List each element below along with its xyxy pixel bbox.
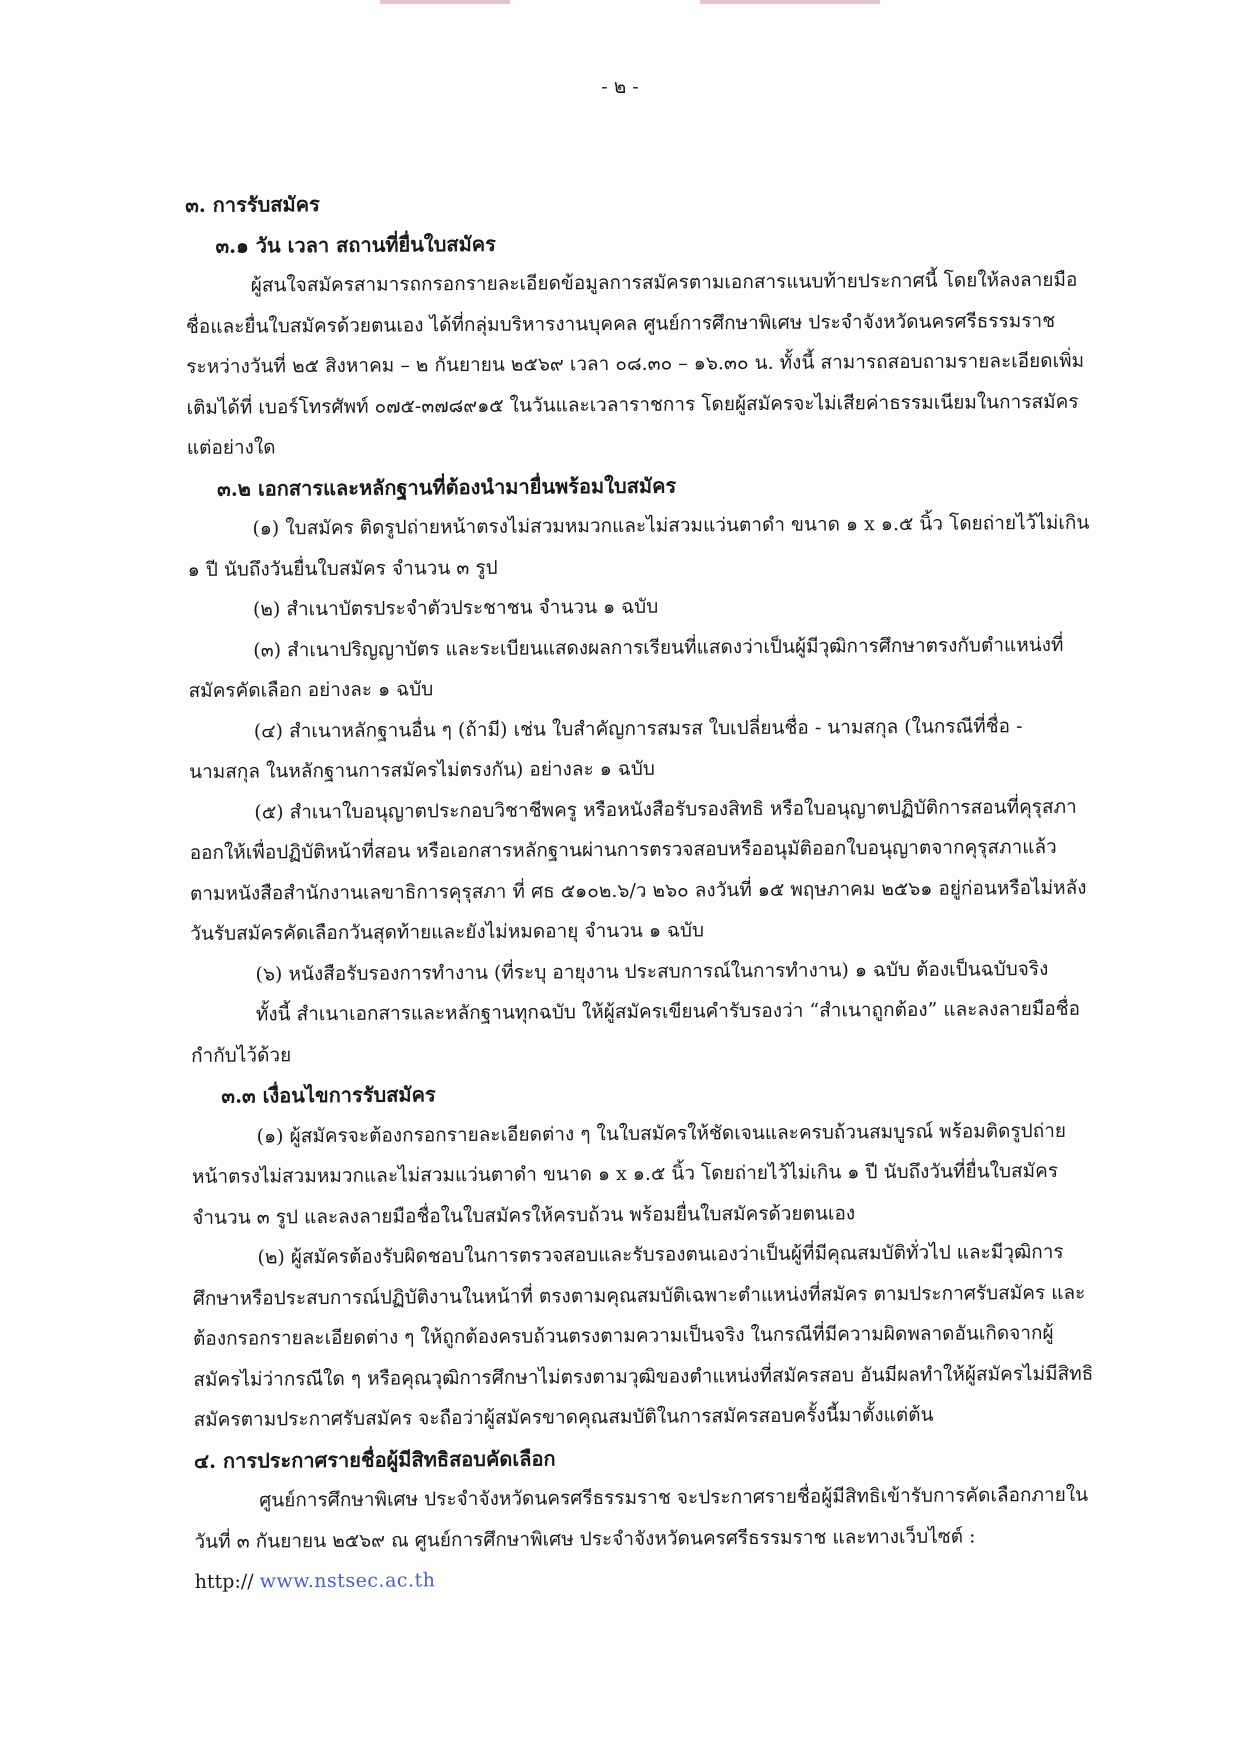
section-3-1-body: ผู้สนใจสมัครสามารถกรอกรายละเอียดข้อมูลการสมัครตามเอกสารแนบท้ายประกาศนี้ โดยให้ลงลายมือชื่อและยื่นใบสมัครด้วยตนเอง ได้ที่กลุ่มบริหารงานบุคคล ศูนย์การศึกษาพิเศษ ประจำจังหวัดนครศรีธรรมราช ระหว่างวันที่ ๒๕ สิงหาคม – ๒ กันยายน ๒๕๖๙ เวลา ๐๘.๓๐ – ๑๖.๓๐ น. ทั้งนี้ สามารถสอบถามรายละเอียดเพิ่มเติมได้ที่ เบอร์โทรศัพท์ ๐๗๕-๓๗๘๙๑๕ ในวันและเวลาราชการ โดยผู้สมัครจะไม่เสียค่าธรรมเนียมในการสมัครแต่อย่างใด bbox=[185, 268, 1085, 459]
url-prefix: http:// bbox=[194, 1570, 254, 1593]
website-link[interactable]: www.nstsec.ac.th bbox=[259, 1569, 436, 1593]
section-4-body: ศูนย์การศึกษาพิเศษ ประจำจังหวัดนครศรีธรรมราช จะประกาศรายชื่อผู้มีสิทธิเข้ารับการคัดเลือกภายในวันที่ ๓ กันยายน ๒๕๖๙ ณ ศูนย์การศึกษาพิเศษ ประจำจังหวัดนครศรีธรรมราช และทางเว็บไซต์ : bbox=[194, 1483, 1089, 1553]
scan-edge-mark bbox=[700, 0, 880, 4]
section-3-heading: ๓. การรับสมัคร bbox=[185, 192, 320, 217]
section-3-2-item: (๔) สำเนาหลักฐานอื่น ๆ (ถ้ามี) เช่น ใบสำคัญการสมรส ใบเปลี่ยนชื่อ - นามสกุล (ในกรณีที่ชื่อ - นามสกุล ในหลักฐานการสมัครไม่ตรงกัน) อย่างละ ๑ ฉบับ bbox=[189, 714, 1023, 783]
scan-edge-mark bbox=[380, 0, 510, 4]
page-number: - ๒ - bbox=[601, 76, 639, 98]
section-3-2-item: (๓) สำเนาปริญญาบัตร และระเบียนแสดงผลการเรียนที่แสดงว่าเป็นผู้มีวุฒิการศึกษาตรงกับตำแหน่งที่สมัครคัดเลือก อย่างละ ๑ ฉบับ bbox=[188, 633, 1064, 702]
section-3-3-item: (๒) ผู้สมัครต้องรับผิดชอบในการตรวจสอบและรับรองตนเองว่าเป็นผู้ที่มีคุณสมบัติทั่วไป และมีวุฒิการศึกษาหรือประสบการณ์ปฏิบัติงานในหน้าที่ ตรงตามคุณสมบัติเฉพาะตำแหน่งที่สมัคร ตามประกาศรับสมัคร และต้องกรอกรายละเอียดต่าง ๆ ให้ถูกต้องครบถ้วนตรงตามความเป็นจริง ในกรณีที่มีความผิดพลาดอันเกิดจากผู้สมัครไม่ว่ากรณีใด ๆ หรือคุณวุฒิการศึกษาไม่ตรงตามวุฒิของตำแหน่งที่สมัครสอบ อันมีผลทำให้ผู้สมัครไม่มีสิทธิสมัครตามประกาศรับสมัคร จะถือว่าผู้สมัครขาดคุณสมบัติในการสมัครสอบครั้งนี้มาตั้งแต่ต้น bbox=[192, 1240, 1094, 1431]
section-3-2-note: ทั้งนี้ สำเนาเอกสารและหลักฐานทุกฉบับ ให้ผู้สมัครเขียนคำรับรองว่า “สำเนาถูกต้อง” และลงลายมือชื่อกำกับไว้ด้วย bbox=[191, 997, 1081, 1067]
section-3-2-item: (๕) สำเนาใบอนุญาตประกอบวิชาชีพครู หรือหนังสือรับรองสิทธิ หรือใบอนุญาตปฏิบัติการสอนที่คุรุสภาออกให้เพื่อปฏิบัติหน้าที่สอน หรือเอกสารหลักฐานผ่านการตรวจสอบหรืออนุมัติออกใบอนุญาตจากคุรุสภาแล้ว ตามหนังสือสำนักงานเลขาธิการคุรุสภา ที่ ศธ ๕๑๐๒.๖/ว ๒๖๐ ลงวันที่ ๑๕ พฤษภาคม ๒๕๖๑ อยู่ก่อนหรือไม่หลังวันรับสมัครคัดเลือกวันสุดท้ายและยังไม่หมดอายุ จำนวน ๑ ฉบับ bbox=[189, 795, 1087, 945]
section-3-1-heading: ๓.๑ วัน เวลา สถานที่ยื่นใบสมัคร bbox=[215, 231, 496, 258]
section-3-2-heading: ๓.๒ เอกสารและหลักฐานที่ต้องนำมายื่นพร้อมใบสมัคร bbox=[217, 473, 677, 501]
section-4-heading: ๔. การประกาศรายชื่อผู้มีสิทธิสอบคัดเลือก bbox=[193, 1445, 556, 1473]
section-3-3-item: (๑) ผู้สมัครจะต้องกรอกรายละเอียดต่าง ๆ ในใบสมัครให้ชัดเจนและครบถ้วนสมบูรณ์ พร้อมติดรูปถ่ายหน้าตรงไม่สวมหมวกและไม่สวมแว่นตาดำ ขนาด ๑ x ๑.๕ นิ้ว โดยถ่ายไว้ไม่เกิน ๑ ปี นับถึงวันที่ยื่นใบสมัคร จำนวน ๓ รูป และลงลายมือชื่อในใบสมัครให้ครบถ้วน พร้อมยื่นใบสมัครด้วยตนเอง bbox=[191, 1119, 1067, 1229]
section-3-2-item: (๒) สำเนาบัตรประจำตัวประชาชน จำนวน ๑ ฉบับ bbox=[252, 595, 659, 621]
website-line bbox=[195, 1556, 1100, 1603]
document-body bbox=[185, 179, 1100, 1603]
section-3-2-item: (๑) ใบสมัคร ติดรูปถ่ายหน้าตรงไม่สวมหมวกและไม่สวมแว่นตาดำ ขนาด ๑ x ๑.๕ นิ้ว โดยถ่ายไว้ไม่เกิน ๑ ปี นับถึงวันยื่นใบสมัคร จำนวน ๓ รูป bbox=[187, 511, 1090, 581]
section-3-3-heading: ๓.๓ เงื่อนไขการรับสมัคร bbox=[221, 1082, 436, 1108]
section-3-2-item: (๖) หนังสือรับรองการทำงาน (ที่ระบุ อายุงาน ประสบการณ์ในการทำงาน) ๑ ฉบับ ต้องเป็นฉบับจริง bbox=[255, 957, 1049, 986]
